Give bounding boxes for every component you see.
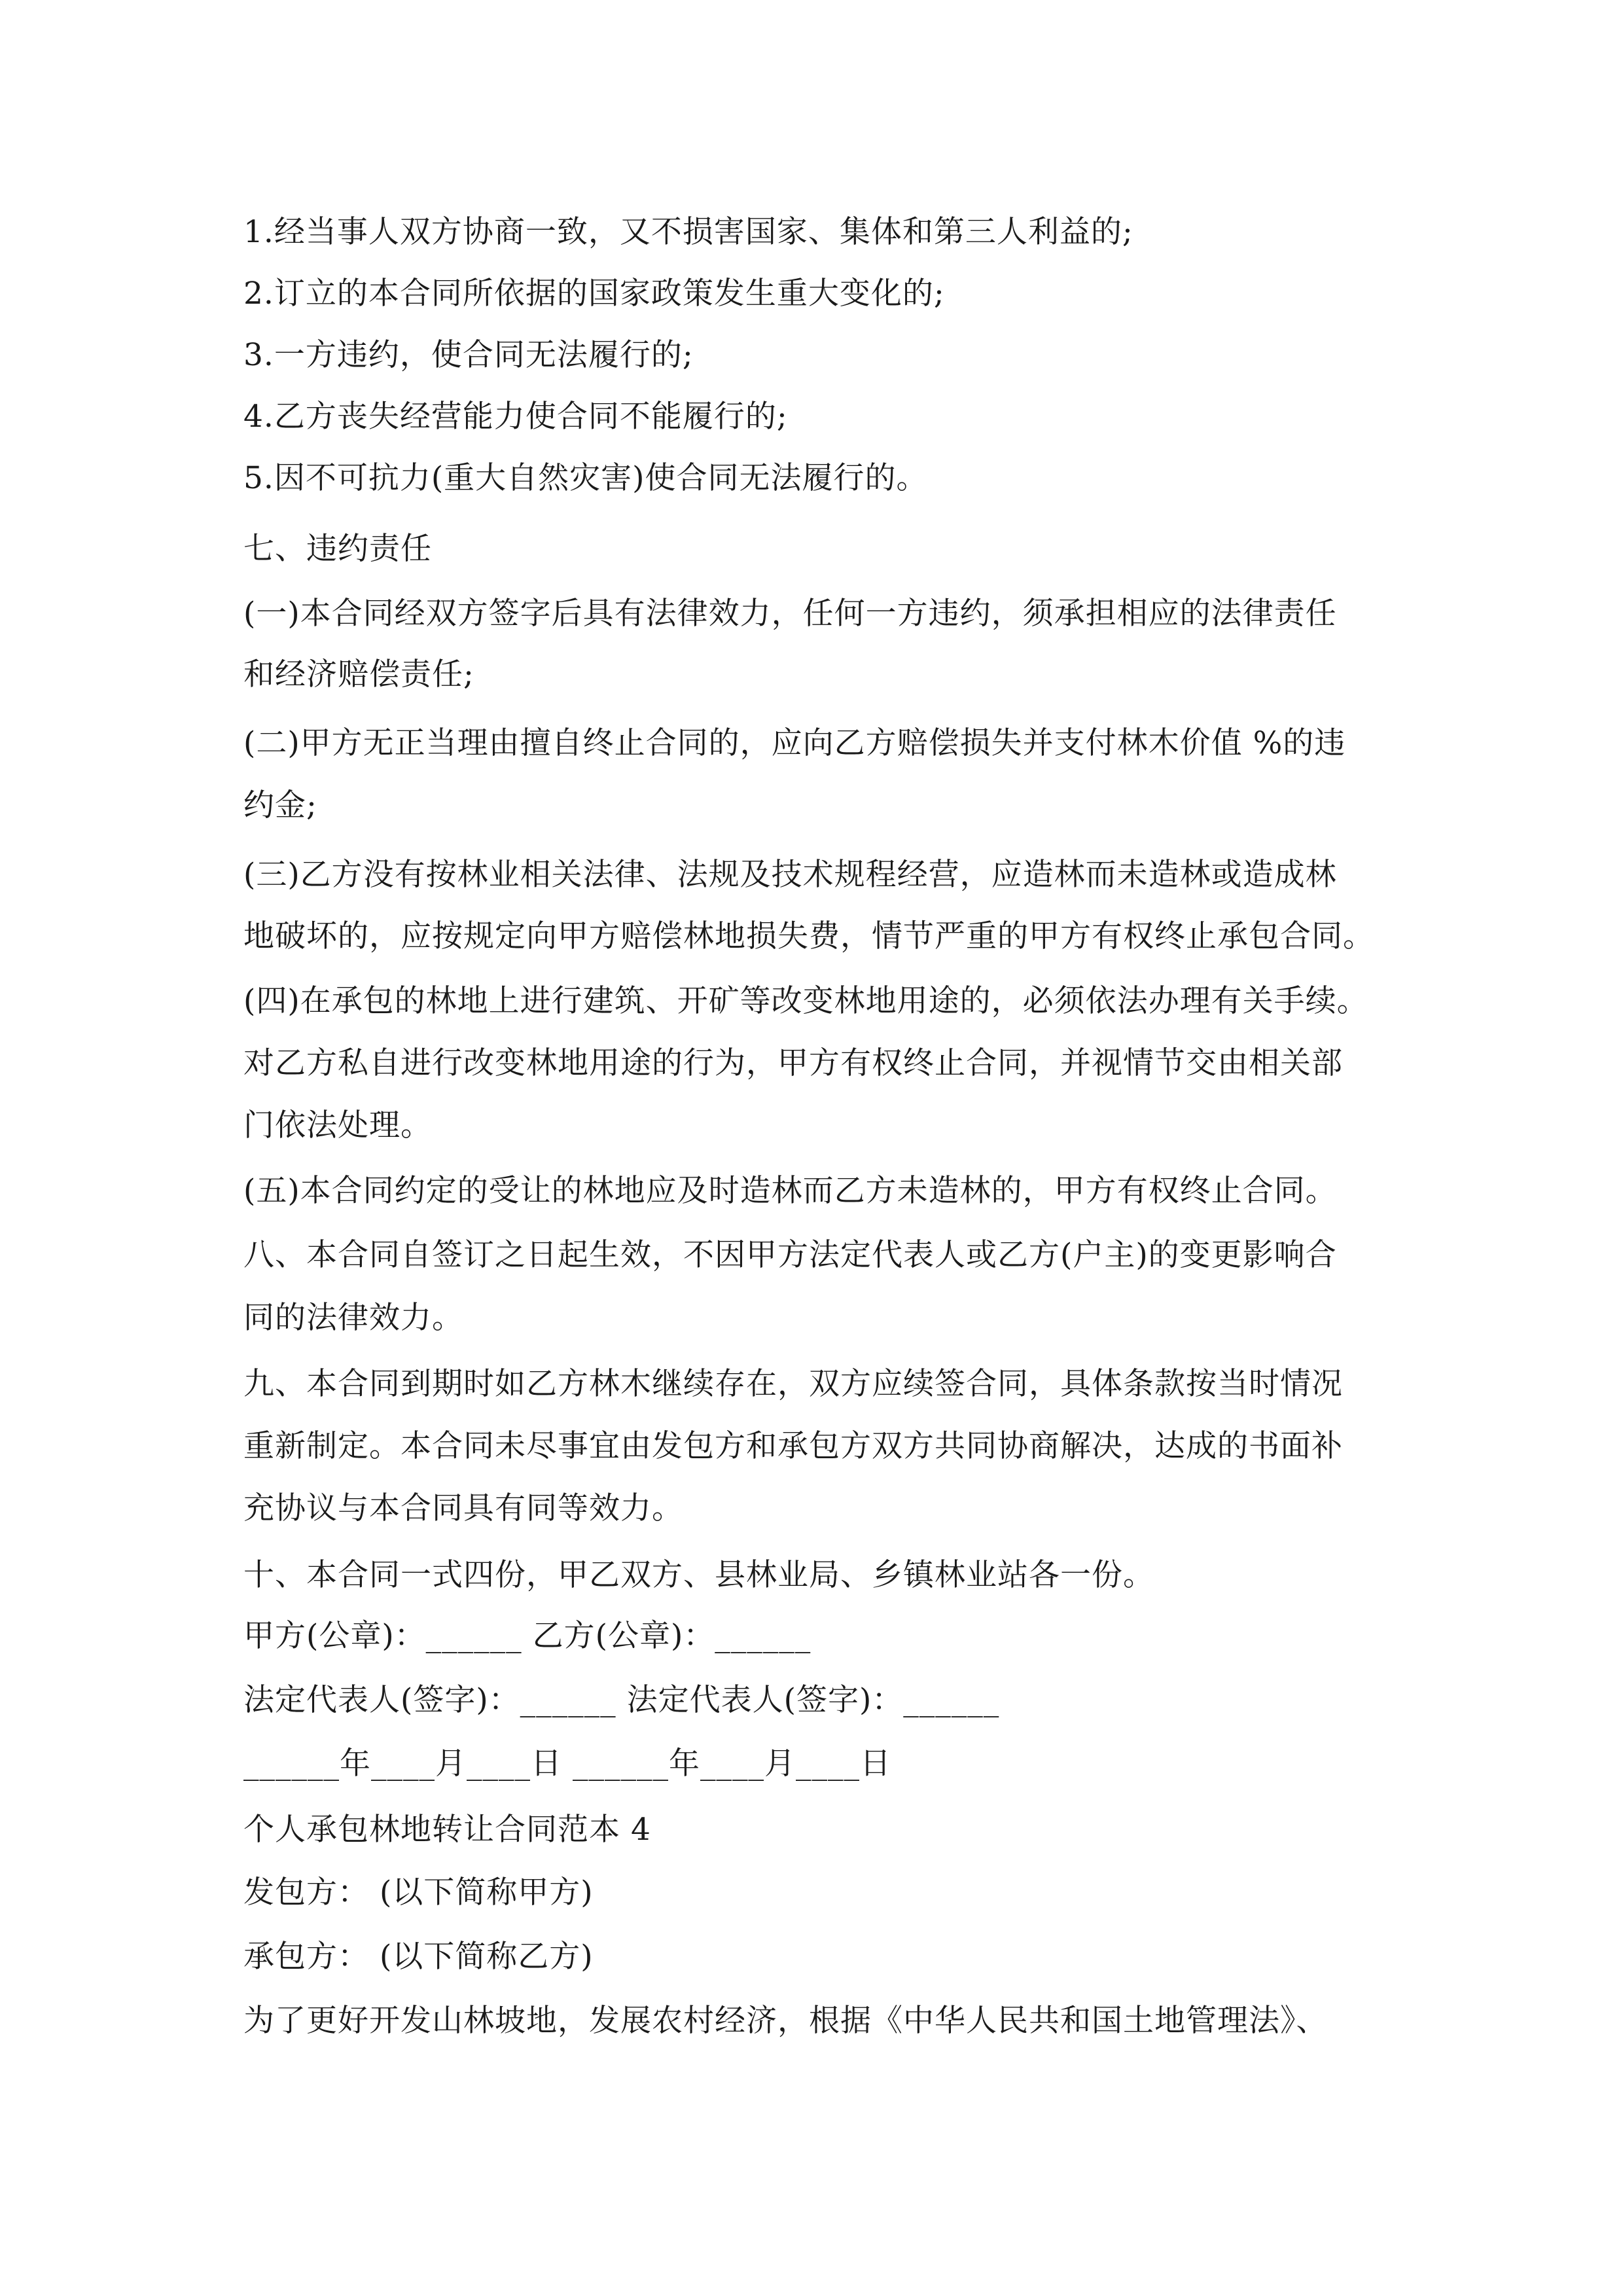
text-line: 约金; — [243, 787, 317, 823]
text-line: 3.一方违约，使合同无法履行的; — [243, 337, 694, 373]
text-line: 5.因不可抗力(重大自然灾害)使合同无法履行的。 — [243, 460, 928, 496]
text-line: 同的法律效力。 — [243, 1300, 463, 1336]
text-line: 重新制定。本合同未尽事宜由发包方和承包方双方共同协商解决，达成的书面补 — [243, 1428, 1343, 1464]
text-line: 八、本合同自签订之日起生效，不因甲方法定代表人或乙方(户主)的变更影响合 — [243, 1237, 1337, 1273]
text-line: 对乙方私自进行改变林地用途的行为，甲方有权终止合同，并视情节交由相关部 — [243, 1045, 1343, 1081]
text-line: (三)乙方没有按林业相关法律、法规及技术规程经营，应造林而未造林或造成林 — [243, 857, 1337, 893]
text-line: 发包方： (以下简称甲方) — [243, 1874, 594, 1910]
text-line: 4.乙方丧失经营能力使合同不能履行的; — [243, 399, 788, 435]
text-line: (二)甲方无正当理由擅自终止合同的，应向乙方赔偿损失并支付林木价值 %的违 — [243, 725, 1346, 761]
text-line: 充协议与本合同具有同等效力。 — [243, 1490, 683, 1526]
signature-line: 法定代表人(签字)：______ 法定代表人(签字)：______ — [243, 1682, 1000, 1718]
date-line: ______年____月____日 ______年____月____日 — [243, 1746, 891, 1782]
text-line: 1.经当事人双方协商一致，又不损害国家、集体和第三人利益的; — [243, 214, 1133, 250]
section-heading: 七、违约责任 — [243, 531, 432, 567]
text-line: 和经济赔偿责任; — [243, 656, 474, 692]
text-line: 为了更好开发山林坡地，发展农村经济，根据《中华人民共和国土地管理法》、 — [243, 2003, 1328, 2039]
text-line: (五)本合同约定的受让的林地应及时造林而乙方未造林的，甲方有权终止合同。 — [243, 1173, 1337, 1209]
text-line: 地破坏的，应按规定向甲方赔偿林地损失费，情节严重的甲方有权终止承包合同。 — [243, 918, 1374, 954]
section-title: 个人承包林地转让合同范本 4 — [243, 1812, 651, 1848]
text-line: 门依法处理。 — [243, 1107, 432, 1143]
text-line: (四)在承包的林地上进行建筑、开矿等改变林地用途的，必须依法办理有关手续。 — [243, 983, 1368, 1019]
signature-line: 甲方(公章)：______ 乙方(公章)：______ — [243, 1618, 812, 1654]
text-line: 九、本合同到期时如乙方林木继续存在，双方应续签合同，具体条款按当时情况 — [243, 1366, 1343, 1402]
text-line: (一)本合同经双方签字后具有法律效力，任何一方违约，须承担相应的法律责任 — [243, 596, 1337, 632]
text-line: 2.订立的本合同所依据的国家政策发生重大变化的; — [243, 276, 945, 312]
text-line: 承包方： (以下简称乙方) — [243, 1939, 594, 1975]
text-line: 十、本合同一式四份，甲乙双方、县林业局、乡镇林业站各一份。 — [243, 1557, 1154, 1593]
